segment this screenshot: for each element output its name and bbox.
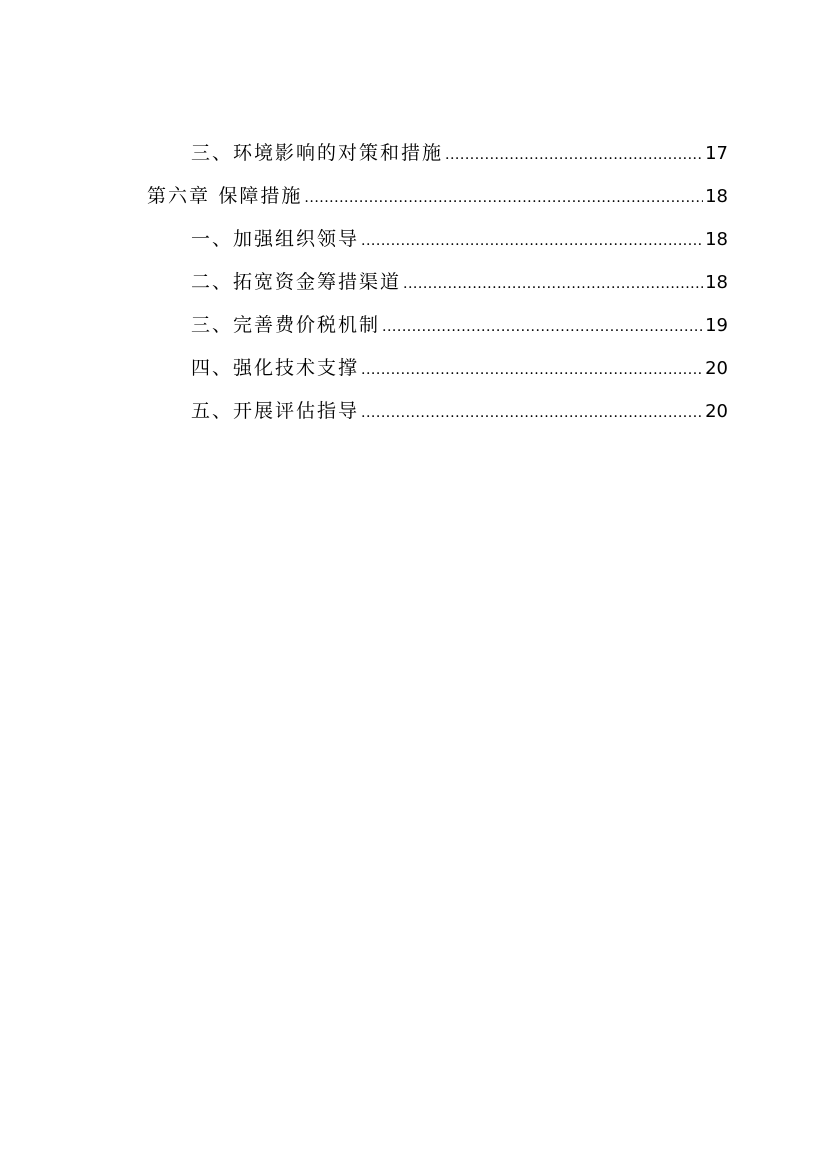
toc-entry-page-number: 19 (705, 315, 728, 336)
dot-leader (382, 311, 703, 343)
toc-entry-number: 二、 (191, 271, 234, 293)
dot-leader (445, 139, 703, 171)
toc-entry-funding-channels[interactable] (147, 266, 728, 309)
toc-entry-page-number: 20 (705, 401, 728, 422)
table-of-contents (147, 137, 728, 438)
dot-leader (361, 354, 703, 386)
toc-entry-title: 强化技术支撑 (233, 357, 360, 379)
dot-leader (361, 225, 703, 257)
toc-entry-title: 加强组织领导 (233, 228, 360, 250)
toc-entry-number: 三、 (191, 142, 234, 164)
toc-chapter-number: 第六章 (147, 185, 211, 207)
toc-entry-title: 开展评估指导 (233, 400, 360, 422)
toc-entry-title: 环境影响的对策和措施 (233, 142, 444, 164)
toc-entry-page-number: 18 (705, 229, 728, 250)
toc-entry-number: 一、 (191, 228, 234, 250)
dot-leader (403, 268, 703, 300)
toc-entry-organization-leadership[interactable] (147, 223, 728, 266)
toc-entry-fee-price-tax[interactable] (147, 309, 728, 352)
dot-leader (361, 397, 703, 429)
toc-entry-page-number: 18 (705, 186, 728, 207)
toc-entry-chapter-six[interactable] (147, 180, 728, 223)
toc-entry-number: 四、 (191, 357, 234, 379)
toc-chapter-title: 保障措施 (218, 185, 303, 207)
toc-entry-title: 完善费价税机制 (233, 314, 381, 336)
dot-leader (304, 182, 703, 214)
toc-entry-title: 拓宽资金筹措渠道 (233, 271, 402, 293)
toc-entry-page-number: 17 (705, 143, 728, 164)
toc-entry-evaluation-guidance[interactable] (147, 395, 728, 438)
toc-entry-number: 五、 (191, 400, 234, 422)
toc-entry-number: 三、 (191, 314, 234, 336)
toc-entry-environment-countermeasures[interactable] (147, 137, 728, 180)
toc-entry-page-number: 18 (705, 272, 728, 293)
toc-entry-page-number: 20 (705, 358, 728, 379)
toc-entry-technical-support[interactable] (147, 352, 728, 395)
